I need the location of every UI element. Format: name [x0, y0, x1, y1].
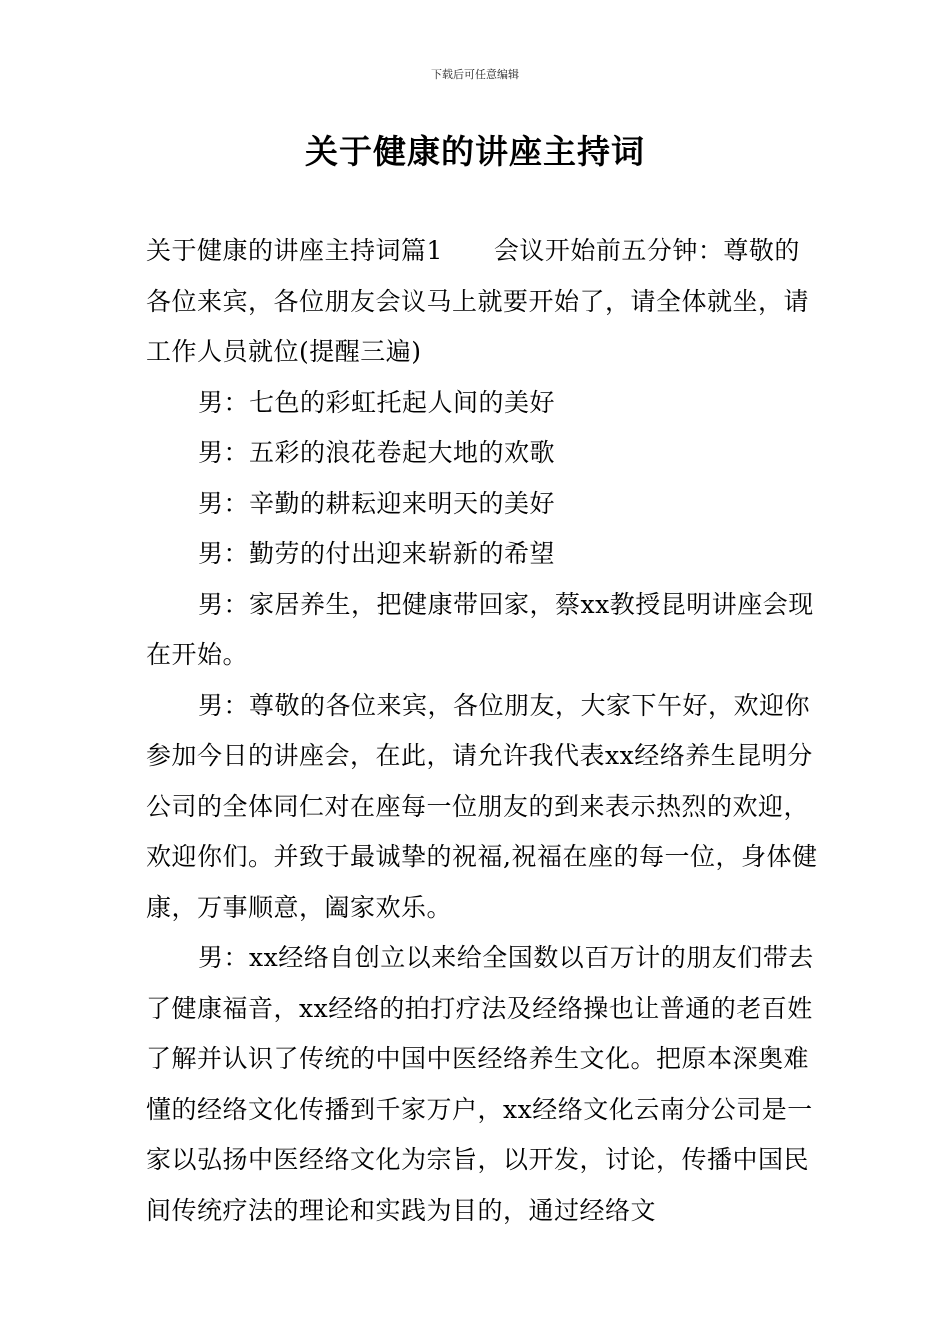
- paragraph-intro: 关于健康的讲座主持词篇1 会议开始前五分钟：尊敬的各位来宾，各位朋友会议马上就要开始了，请全体就坐，请工作人员就位(提醒三遍): [146, 236, 810, 366]
- paragraph-line: 男：七色的彩虹托起人间的美好: [198, 387, 556, 417]
- paragraph-company: 男：xx经络自创立以来给全国数以百万计的朋友们带去了健康福音，xx经络的拍打疗法及经络操也让普通的老百姓了解并认识了传统的中国中医经络养生文化。把原本深奥难懂的经络文化传播到千家万户，xx经络文化云南分公司是一家以弘扬中医经络文化为宗旨，以开发，讨论，传播中国民间传统疗法的理论和实践为目的，通过经络文: [146, 943, 814, 1225]
- document-title: 关于健康的讲座主持词: [305, 132, 645, 171]
- document-body: [146, 226, 818, 1236]
- paragraph-welcome: 男：尊敬的各位来宾，各位朋友，大家下午好，欢迎你参加今日的讲座会，在此，请允许我代表xx经络养生昆明分公司的全体同仁对在座每一位朋友的到来表示热烈的欢迎，欢迎你们。并致于最诚挚的祝福,祝福在座的每一位，身体健康，万事顺意，阖家欢乐。: [146, 690, 818, 922]
- paragraph-line: 男：家居养生，把健康带回家，蔡xx教授昆明讲座会现在开始。: [146, 589, 814, 669]
- paragraph-line: 男：勤劳的付出迎来崭新的希望: [198, 539, 556, 568]
- paragraph-line: 男：辛勤的耕耘迎来明天的美好: [198, 488, 556, 518]
- header-note: 下载后可任意编辑: [431, 68, 519, 81]
- paragraph-line: 男：五彩的浪花卷起大地的欢歌: [198, 438, 556, 467]
